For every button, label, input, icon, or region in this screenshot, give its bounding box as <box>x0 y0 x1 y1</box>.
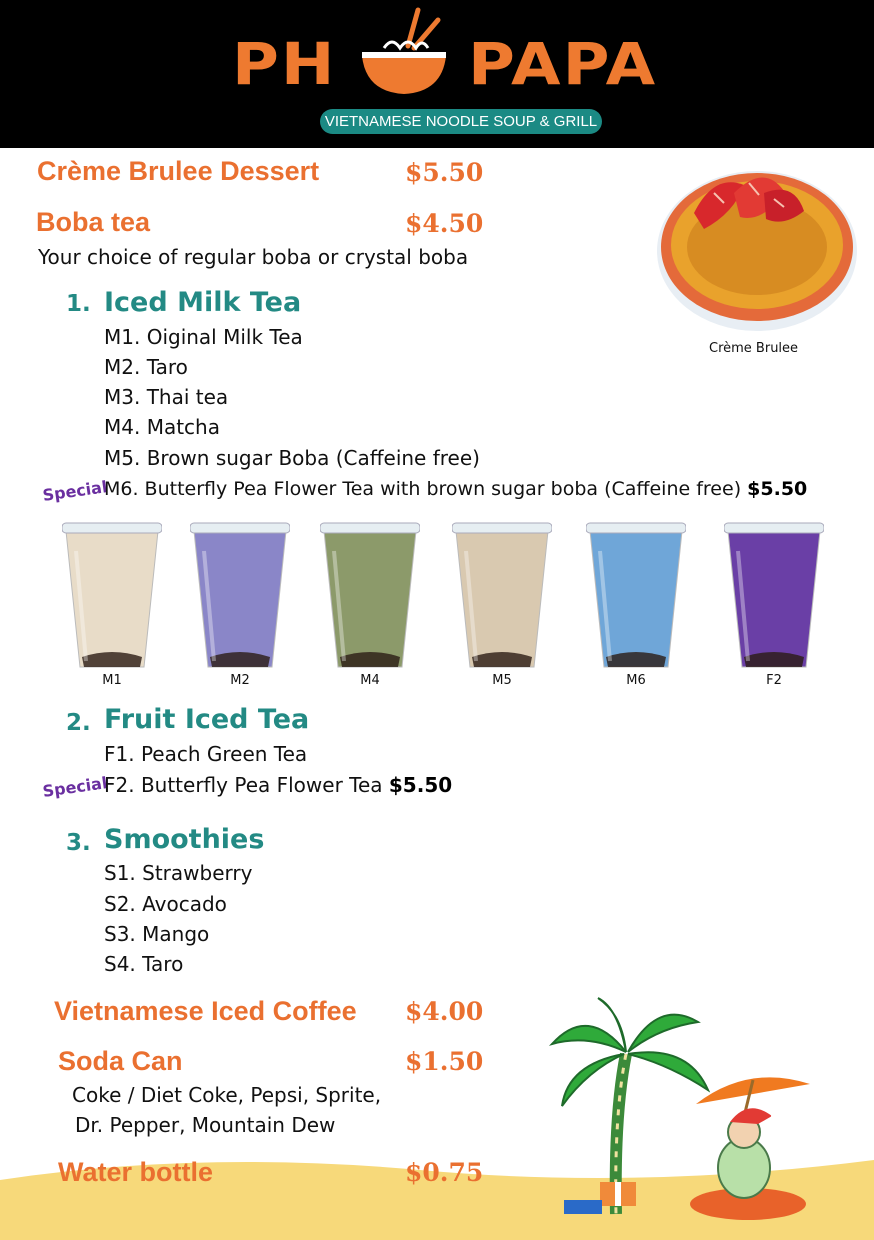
special-item-name: M6. Butterfly Pea Flower Tea with brown sugar boba (Caffeine free) <box>104 478 742 500</box>
special-menu-item <box>104 478 807 500</box>
special-menu-item <box>104 773 452 797</box>
creme-brulee-price: $5.50 <box>405 158 484 187</box>
drink-cup-label: M6 <box>626 673 646 688</box>
palm-tree-santa-illustration <box>548 994 828 1230</box>
water-price: $0.75 <box>405 1158 484 1187</box>
drink-cup-m2 <box>190 521 290 671</box>
boba-tea-title: Boba tea <box>36 207 151 237</box>
soda-price: $1.50 <box>405 1047 484 1076</box>
menu-item: S4. Taro <box>104 952 184 976</box>
logo-text-papa: PAPA <box>468 31 658 99</box>
drink-cup-label: M1 <box>102 673 122 688</box>
drink-cup-m4 <box>320 521 420 671</box>
creme-brulee-photo <box>654 163 860 335</box>
tagline-badge: VIETNAMESE NOODLE SOUP & GRILL <box>320 109 602 134</box>
menu-item: S2. Avocado <box>104 892 227 916</box>
coffee-price: $4.00 <box>405 997 484 1026</box>
section-2-number: 2. <box>66 710 91 736</box>
menu-item: S3. Mango <box>104 922 210 946</box>
drink-cup-label: M4 <box>360 673 380 688</box>
menu-item: F1. Peach Green Tea <box>104 742 308 766</box>
section-1-number: 1. <box>66 291 91 317</box>
drink-cup-label: M2 <box>230 673 250 688</box>
special-tag: Special <box>41 773 109 801</box>
section-3-number: 3. <box>66 830 91 856</box>
drink-cup-m1 <box>62 521 162 671</box>
special-item-price: $5.50 <box>747 478 808 500</box>
coffee-title: Vietnamese Iced Coffee <box>54 996 357 1026</box>
menu-item: S1. Strawberry <box>104 861 253 885</box>
menu-header <box>0 0 874 148</box>
menu-item: M3. Thai tea <box>104 385 229 409</box>
menu-item: M2. Taro <box>104 355 188 379</box>
drink-cup-label: F2 <box>766 673 782 688</box>
soda-title: Soda Can <box>58 1046 183 1076</box>
menu-item: M5. Brown sugar Boba (Caffeine free) <box>104 446 480 470</box>
drink-cup-m6 <box>586 521 686 671</box>
water-title: Water bottle <box>58 1157 213 1187</box>
soda-list-line-1: Coke / Diet Coke, Pepsi, Sprite, <box>72 1083 382 1107</box>
pho-bowl-icon <box>356 6 452 96</box>
boba-tea-description: Your choice of regular boba or crystal boba <box>38 245 469 269</box>
section-3-title: Smoothies <box>104 824 265 855</box>
creme-brulee-title: Crème Brulee Dessert <box>37 156 320 186</box>
special-tag: Special <box>41 477 109 505</box>
drink-cup-label: M5 <box>492 673 512 688</box>
section-1-title: Iced Milk Tea <box>104 287 302 318</box>
logo-text-ph: PH <box>232 31 337 99</box>
drink-cup-m5 <box>452 521 552 671</box>
special-item-name: F2. Butterfly Pea Flower Tea <box>104 773 383 797</box>
soda-list-line-2: Dr. Pepper, Mountain Dew <box>75 1113 336 1137</box>
drink-cup-f2 <box>724 521 824 671</box>
creme-brulee-caption: Crème Brulee <box>709 341 799 356</box>
boba-tea-price: $4.50 <box>405 209 484 238</box>
menu-item: M4. Matcha <box>104 415 220 439</box>
section-2-title: Fruit Iced Tea <box>104 704 310 735</box>
special-item-price: $5.50 <box>388 773 453 797</box>
menu-item: M1. Oiginal Milk Tea <box>104 325 303 349</box>
